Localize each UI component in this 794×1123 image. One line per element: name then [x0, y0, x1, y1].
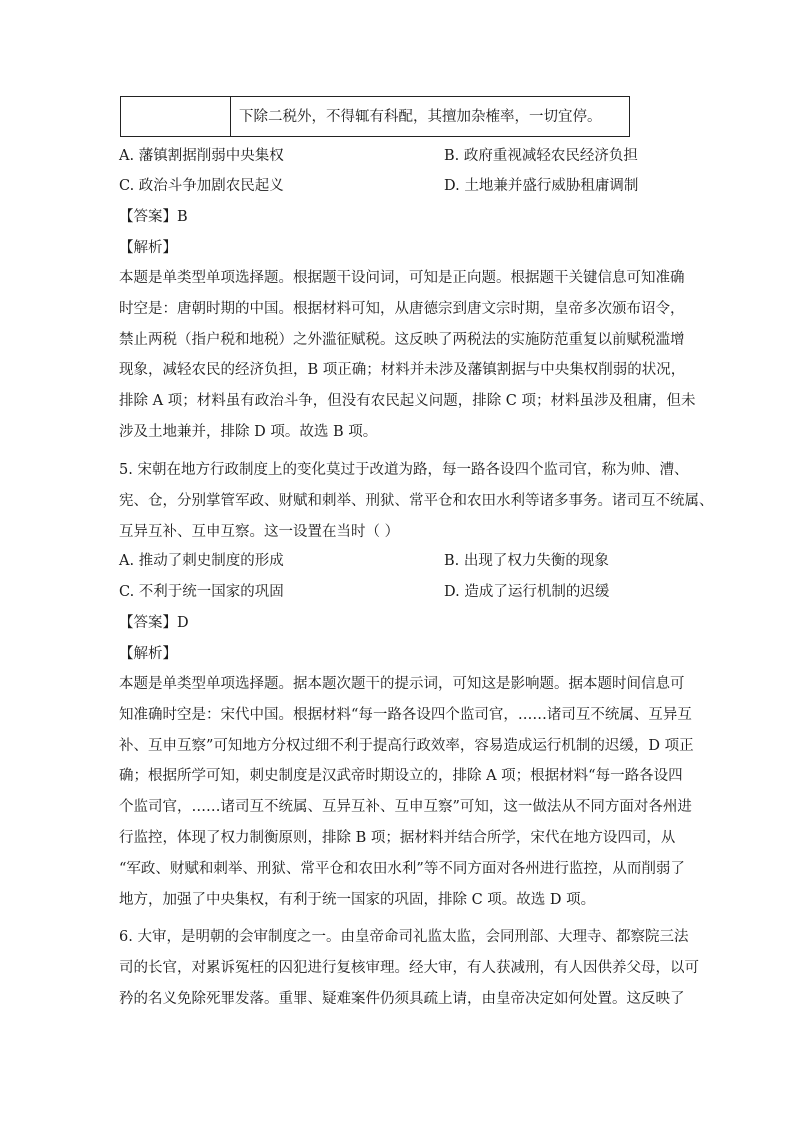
- q4-analysis-label: 【解析】: [119, 240, 177, 256]
- q4-analysis: [119, 263, 696, 448]
- q4-option-a[interactable]: A. 藩镇割据削弱中央集权: [119, 148, 284, 164]
- q5-analysis-line: 补、互申互察”可知地方分权过细不利于提高行政效率，容易造成运行机制的迟缓，D 项正: [119, 737, 694, 754]
- q5-analysis-label: 【解析】: [119, 646, 177, 662]
- q4-analysis-line: 现象，减轻农民的经济负担，B 项正确；材料并未涉及藩镇割据与中央集权削弱的状况，: [119, 362, 686, 379]
- q4-analysis-line: 时空是：唐朝时期的中国。根据材料可知，从唐德宗到唐文宗时期，皇帝多次颁布诏令，: [119, 300, 685, 317]
- q5-answer: 【答案】D: [119, 615, 189, 631]
- q5-stem-line: 互异互补、互申互察。这一设置在当时（ ）: [119, 523, 400, 540]
- q4-answer: 【答案】B: [119, 209, 188, 225]
- q5-stem-line: 宪、仓，分别掌管军政、财赋和刺举、刑狱、常平仓和农田水利等诸多事务。诸司互不统属、: [119, 492, 714, 509]
- q5-option-a[interactable]: A. 推动了刺史制度的形成: [119, 553, 284, 569]
- q4-option-c[interactable]: C. 政治斗争加剧农民起义: [119, 178, 284, 194]
- q5-analysis-line: 行监控，体现了权力制衡原则，排除 B 项；据材料并结合所学，宋代在地方设四司，从: [119, 829, 676, 846]
- material-table: [120, 96, 630, 137]
- q5-stem-line: 5. 宋朝在地方行政制度上的变化莫过于改道为路，每一路各设四个监司官，称为帅、漕、: [119, 462, 689, 478]
- q5-option-b[interactable]: B. 出现了权力失衡的现象: [444, 553, 609, 569]
- q5-option-d[interactable]: D. 造成了运行机制的迟缓: [444, 584, 610, 600]
- q5-analysis-line: 地方，加强了中央集权，有利于统一国家的巩固，排除 C 项。故选 D 项。: [119, 891, 596, 908]
- table-cell-right: 下除二税外，不得辄有科配，其擅加杂榷率，一切宜停。: [239, 109, 602, 125]
- q5-analysis-line: 本题是单类型单项选择题。据本题次题干的提示词，可知这是影响题。据本题时间信息可: [119, 676, 685, 692]
- q5-analysis: [119, 669, 694, 915]
- q6-stem-line: 司的长官，对累诉冤枉的囚犯进行复核审理。经大审，有人获减刑，有人因供养父母，以可: [119, 959, 699, 976]
- q6-stem: [119, 922, 699, 1014]
- table-cell-left: [121, 97, 231, 136]
- q4-option-b[interactable]: B. 政府重视减轻农民经济负担: [444, 148, 638, 164]
- q4-analysis-line: 排除 A 项；材料虽有政治斗争，但没有农民起义问题，排除 C 项；材料虽涉及租庸，但未: [119, 393, 696, 410]
- q5-analysis-line: 确；根据所学可知，刺史制度是汉武帝时期设立的，排除 A 项；根据材料“每一路各设四: [119, 768, 683, 785]
- q5-analysis-line: “军政、财赋和刺举、刑狱、常平仓和农田水利”等不同方面对各州进行监控，从而削弱了: [119, 860, 685, 877]
- q5-analysis-line: 知准确时空是：宋代中国。根据材料“每一路各设四个监司官，……诸司互不统属、互异互: [119, 706, 692, 723]
- q6-stem-line: 6. 大审，是明朝的会审制度之一。由皇帝命司礼监太监，会同刑部、大理寺、都察院三法: [119, 929, 689, 945]
- q5-option-c[interactable]: C. 不利于统一国家的巩固: [119, 584, 284, 600]
- q4-analysis-line: 涉及土地兼并，排除 D 项。故选 B 项。: [119, 423, 378, 440]
- q5-stem: [119, 455, 714, 547]
- q4-analysis-line: 禁止两税（指户税和地税）之外滥征赋税。这反映了两税法的实施防范重复以前赋税滥增: [119, 331, 685, 348]
- q4-option-d[interactable]: D. 土地兼并盛行威胁租庸调制: [444, 178, 639, 194]
- q5-analysis-line: 个监司官，……诸司互不统属、互异互补、互申互察”可知，这一做法从不同方面对各州进: [119, 799, 692, 816]
- q6-stem-line: 矜的名义免除死罪发落。重罪、疑难案件仍须具疏上请，由皇帝决定如何处置。这反映了: [119, 990, 685, 1007]
- q4-analysis-line: 本题是单类型单项选择题。根据题干设问词，可知是正向题。根据题干关键信息可知准确: [119, 270, 685, 286]
